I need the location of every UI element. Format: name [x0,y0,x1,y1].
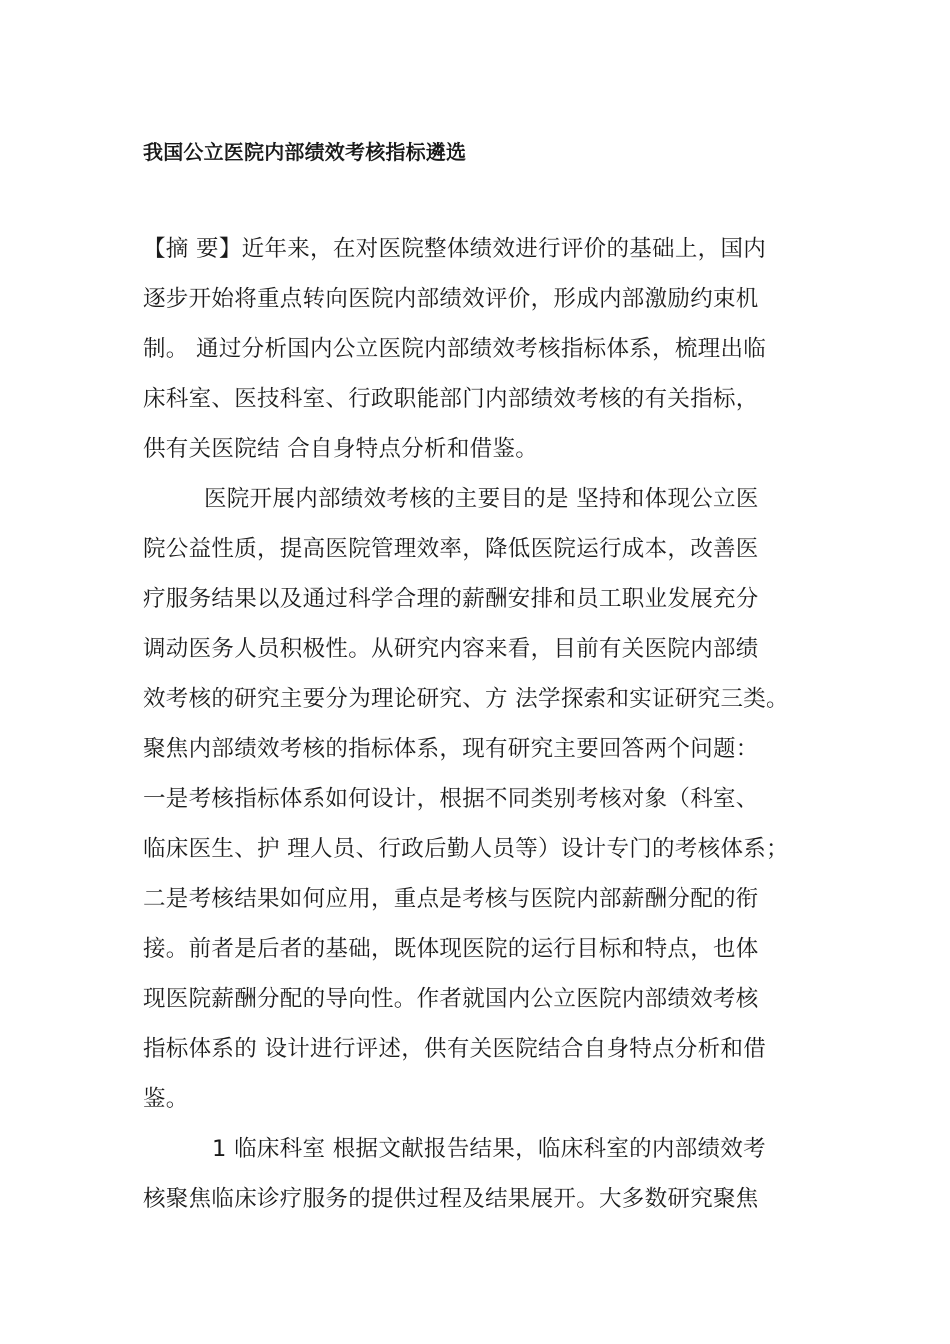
paragraph-line: 一是考核指标体系如何设计，根据不同类别考核对象（科室、 [143,786,759,812]
paragraph-line: 现医院薪酬分配的导向性。作者就国内公立医院内部绩效考核 [143,986,759,1012]
document-title: 我国公立医院内部绩效考核指标遴选 [143,140,467,164]
paragraph-line: 疗服务结果以及通过科学合理的薪酬安排和员工职业发展充分 [143,586,759,612]
abstract-line: 供有关医院结 合自身特点分析和借鉴。 [143,436,539,462]
abstract-line: 逐步开始将重点转向医院内部绩效评价，形成内部激励约束机 [143,286,759,312]
abstract-line: 制。 通过分析国内公立医院内部绩效考核指标体系，梳理出临 [143,336,767,362]
paragraph-line: 核聚焦临床诊疗服务的提供过程及结果展开。大多数研究聚焦 [143,1186,759,1212]
paragraph-line: 聚焦内部绩效考核的指标体系，现有研究主要回答两个问题： [143,736,759,762]
abstract-line: 【摘 要】近年来，在对医院整体绩效进行评价的基础上，国内 [143,236,767,262]
paragraph-line: 效考核的研究主要分为理论研究、方 法学探索和实证研究三类。 [143,686,789,712]
paragraph-line: 鉴。 [143,1086,189,1112]
paragraph-line: 调动医务人员积极性。从研究内容来看，目前有关医院内部绩 [143,636,759,662]
paragraph-line: 医院开展内部绩效考核的主要目的是 坚持和体现公立医 [204,486,759,512]
paragraph-line: 1 临床科室 根据文献报告结果，临床科室的内部绩效考 [212,1136,766,1162]
paragraph-line: 接。前者是后者的基础，既体现医院的运行目标和特点，也体 [143,936,759,962]
paragraph-line: 院公益性质，提高医院管理效率，降低医院运行成本，改善医 [143,536,759,562]
paragraph-line: 指标体系的 设计进行评述，供有关医院结合自身特点分析和借 [143,1036,767,1062]
paragraph-line: 二是考核结果如何应用，重点是考核与医院内部薪酬分配的衔 [143,886,759,912]
paragraph-line: 临床医生、护 理人员、行政后勤人员等）设计专门的考核体系； [143,836,789,862]
abstract-line: 床科室、医技科室、行政职能部门内部绩效考核的有关指标， [143,386,759,412]
